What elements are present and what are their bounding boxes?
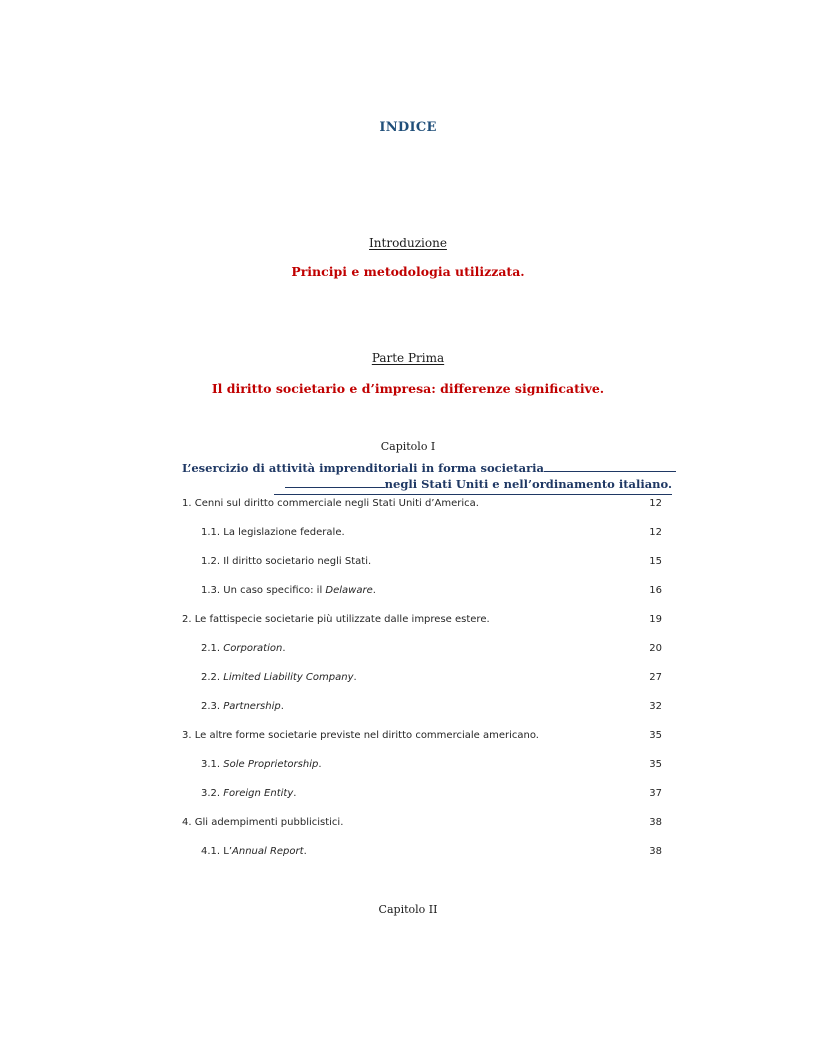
toc-entry-label: 1.1. La legislazione federale. (201, 527, 345, 538)
toc-entry-label: 1.2. Il diritto societario negli Stati. (201, 556, 372, 567)
introduzione-subtitle: Principi e metodologia utilizzata. (291, 264, 525, 279)
toc-entry-page: 35 (649, 730, 662, 741)
toc-entry-label: 4. Gli adempimenti pubblicistici. (182, 817, 344, 828)
toc-entry-page: 35 (649, 759, 662, 770)
toc-entry[interactable] (182, 585, 662, 614)
toc-entry[interactable] (182, 556, 662, 585)
toc-entry-page: 38 (649, 817, 662, 828)
toc-entry-label: 3.1. Sole Proprietorship. (201, 759, 322, 770)
toc-entry-page: 38 (649, 846, 662, 857)
toc-entry-page: 37 (649, 788, 662, 799)
toc-entry[interactable] (182, 817, 662, 846)
toc-entry-label: 2.1. Corporation. (201, 643, 286, 654)
toc-entry-page: 12 (649, 527, 662, 538)
title-bottom-rule (274, 494, 672, 495)
toc-entry[interactable] (182, 788, 662, 817)
toc-entry-label: 2. Le fattispecie societarie più utilizzate dalle imprese estere. (182, 614, 490, 625)
table-of-contents (182, 498, 662, 875)
capitolo-2-heading: Capitolo II (378, 903, 438, 916)
toc-entry[interactable] (182, 643, 662, 672)
capitolo-1-title-text1: L’esercizio di attività imprenditoriali in forma societaria (182, 461, 544, 475)
parte-prima-subtitle: Il diritto societario e d’impresa: differenze significative. (211, 381, 605, 396)
toc-entry[interactable] (182, 730, 662, 759)
parte-prima-heading: Parte Prima (371, 351, 445, 365)
toc-entry-label: 4.1. L’Annual Report. (201, 846, 307, 857)
toc-entry-page: 16 (649, 585, 662, 596)
toc-entry[interactable] (182, 759, 662, 788)
toc-entry[interactable] (182, 672, 662, 701)
capitolo-1-title-line2 (182, 476, 672, 492)
toc-entry-page: 20 (649, 643, 662, 654)
capitolo-1-heading: Capitolo I (380, 440, 436, 453)
toc-entry-label: 1. Cenni sul diritto commerciale negli Stati Uniti d’America. (182, 498, 479, 509)
capitolo-1-title (182, 460, 672, 492)
toc-entry[interactable] (182, 846, 662, 875)
toc-entry-page: 32 (649, 701, 662, 712)
toc-entry-label: 3. Le altre forme societarie previste nel diritto commerciale americano. (182, 730, 539, 741)
introduzione-heading: Introduzione (369, 236, 447, 250)
toc-entry-label: 2.2. Limited Liability Company. (201, 672, 357, 683)
toc-entry-page: 12 (649, 498, 662, 509)
toc-entry-label: 1.3. Un caso specifico: il Delaware. (201, 585, 376, 596)
page-title: INDICE (379, 120, 437, 135)
toc-entry[interactable] (182, 614, 662, 643)
toc-entry-label: 2.3. Partnership. (201, 701, 284, 712)
toc-entry-label: 3.2. Foreign Entity. (201, 788, 297, 799)
toc-entry-page: 19 (649, 614, 662, 625)
toc-entry[interactable] (182, 498, 662, 527)
toc-entry-page: 27 (649, 672, 662, 683)
capitolo-1-title-line1 (182, 460, 672, 476)
toc-entry[interactable] (182, 701, 662, 730)
toc-entry[interactable] (182, 527, 662, 556)
title-fill-rule (544, 470, 676, 472)
capitolo-1-title-text2: negli Stati Uniti e nell’ordinamento italiano. (384, 477, 672, 491)
toc-entry-page: 15 (649, 556, 662, 567)
title-fill-rule (285, 486, 385, 488)
